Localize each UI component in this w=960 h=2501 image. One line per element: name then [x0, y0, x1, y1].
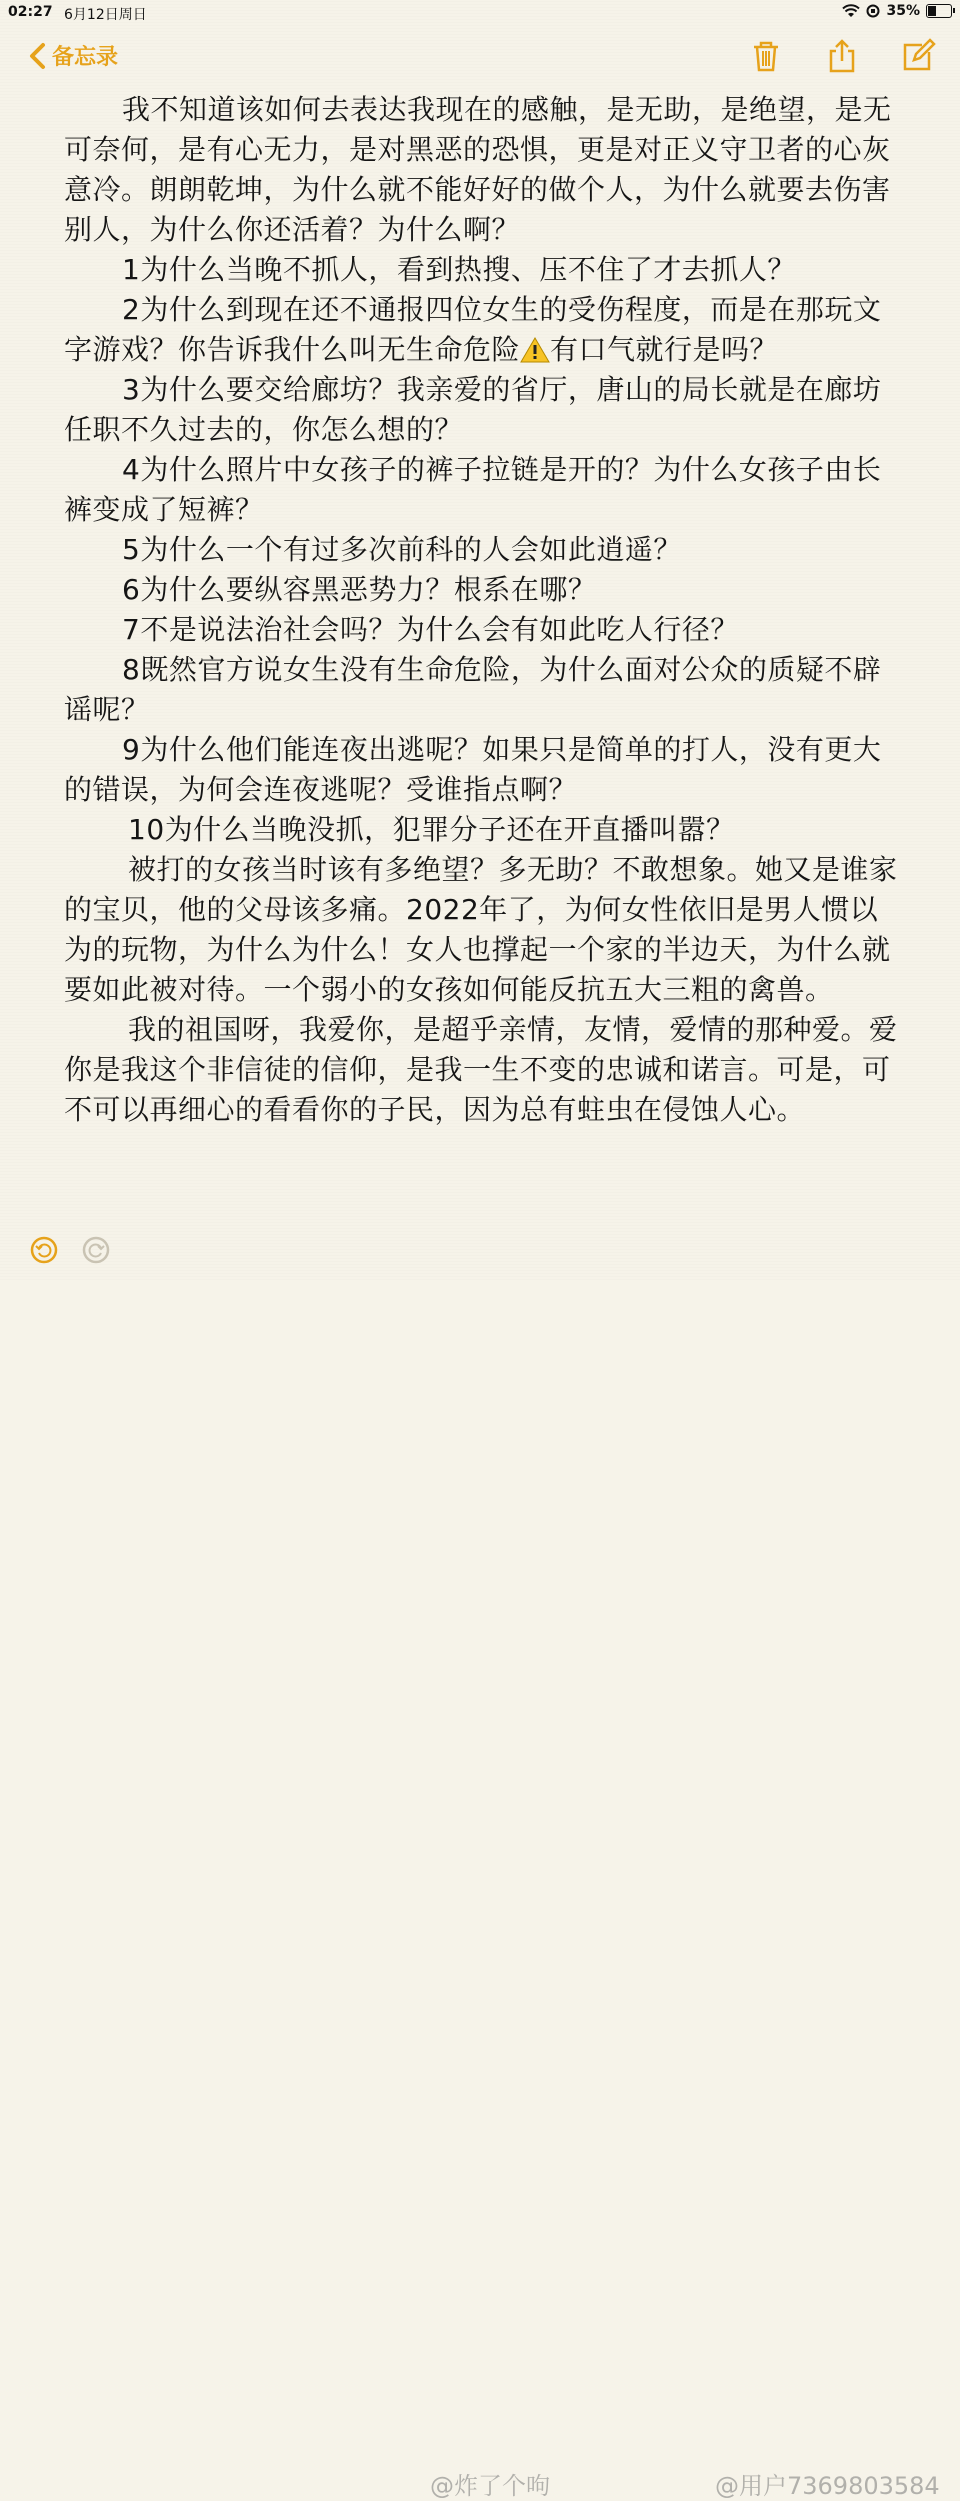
share-button[interactable]	[824, 38, 860, 74]
nav-bar	[0, 30, 960, 86]
battery-icon	[926, 4, 952, 18]
chevron-left-icon	[28, 42, 46, 70]
watermark-1: @炸了个呴	[430, 2472, 550, 2500]
note-paragraph: 8既然官方说女生没有生命危险，为什么面对公众的质疑不辟谣呢？	[64, 653, 882, 726]
rotation-lock-icon	[866, 4, 880, 18]
share-icon	[824, 38, 860, 74]
trash-icon	[748, 38, 784, 74]
status-bar	[0, 0, 960, 26]
redo-icon[interactable]	[82, 1236, 110, 1264]
note-text: 2为什么到现在还不通报四位女生的受伤程度，而是在那玩文字游戏？你告诉我什么叫无生命危险	[64, 293, 882, 366]
note-paragraph: 9为什么他们能连夜出逃呢？如果只是简单的打人，没有更大的错误，为何会连夜逃呢？受谁指点啊？	[64, 733, 882, 806]
note-paragraph: 我不知道该如何去表达我现在的感触，是无助，是绝望，是无可奈何，是有心无力，是对黑恶的恐惧，更是对正义守卫者的心灰意冷。朗朗乾坤，为什么就不能好好的做个人，为什么就要去伤害别人，为什么你还活着？为什么啊？	[64, 93, 892, 246]
note-paragraph: 7不是说法治社会吗？为什么会有如此吃人行径？	[122, 613, 739, 646]
warning-emoji-icon	[520, 337, 550, 363]
battery-percent: 35%	[886, 3, 920, 19]
note-paragraph: 6为什么要纵容黑恶势力？根系在哪？	[122, 573, 597, 606]
back-button[interactable]	[28, 40, 118, 71]
note-paragraph: 被打的女孩当时该有多绝望？多无助？不敢想象。她又是谁家的宝贝，他的父母该多痛。2022年了，为何女性依旧是男人惯以为的玩物，为什么为什么！女人也撑起一个家的半边天，为什么就要如此被对待。一个弱小的女孩如何能反抗五大三粗的禽兽。	[64, 853, 898, 1006]
status-time: 02:27	[8, 4, 53, 20]
wifi-icon	[842, 4, 860, 18]
trash-button[interactable]	[748, 38, 784, 74]
battery-fill	[928, 6, 936, 16]
note-paragraph	[64, 290, 904, 370]
note-paragraph: 4为什么照片中女孩子的裤子拉链是开的？为什么女孩子由长裤变成了短裤？	[64, 453, 882, 526]
note-paragraph: 5为什么一个有过多次前科的人会如此逍遥？	[122, 533, 682, 566]
note-paragraph: 1为什么当晚不抓人，看到热搜、压不住了才去抓人？	[122, 253, 796, 286]
compose-button[interactable]	[900, 38, 936, 74]
status-right	[842, 3, 952, 19]
note-paragraph: 10为什么当晚没抓，犯罪分子还在开直播叫嚣？	[128, 813, 735, 846]
note-paragraph: 3为什么要交给廊坊？我亲爱的省厅，唐山的局长就是在廊坊任职不久过去的，你怎么想的？	[64, 373, 882, 446]
note-text: 有口气就行是吗？	[550, 333, 779, 366]
note-paragraph: 我的祖国呀，我爱你，是超乎亲情，友情，爱情的那种爱。爱你是我这个非信徒的信仰，是我一生不变的忠诚和诺言。可是，可不可以再细心的看看你的子民，因为总有蛀虫在侵蚀人心。	[64, 1013, 898, 1126]
bottom-bar	[0, 1228, 960, 2500]
note-body[interactable]	[64, 90, 904, 1130]
undo-icon[interactable]	[30, 1236, 58, 1264]
watermark-2: @用户7369803584	[715, 2472, 940, 2500]
back-label: 备忘录	[52, 45, 119, 70]
compose-icon	[900, 38, 936, 74]
status-date: 6月12日周日	[64, 7, 147, 23]
